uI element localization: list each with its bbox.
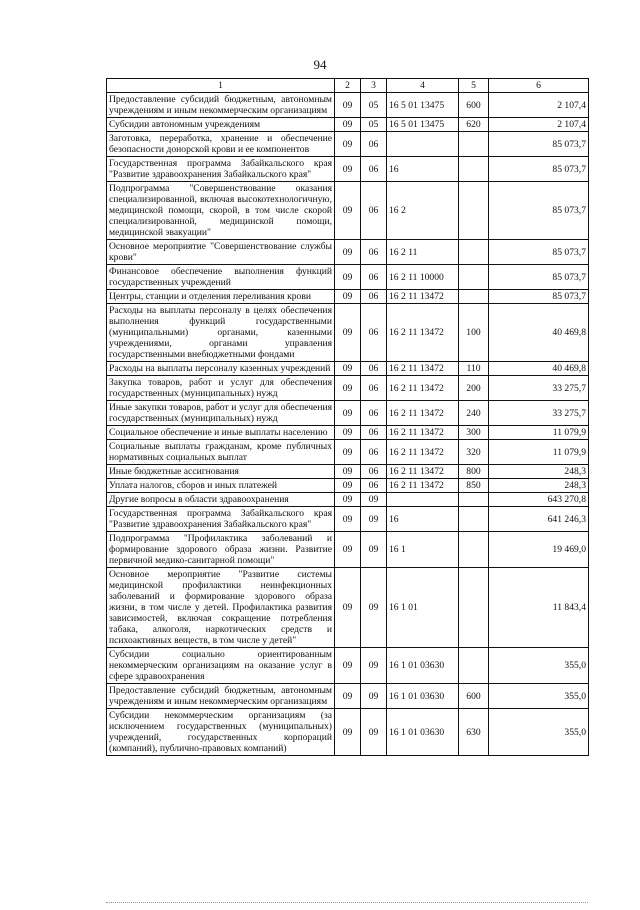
row-subsection: 09 (361, 532, 387, 568)
row-name: Другие вопросы в области здравоохранения (107, 493, 335, 507)
row-amount: 2 107,4 (489, 118, 589, 132)
row-section: 09 (335, 426, 361, 440)
row-name: Подпрограмма "Совершенствование оказания специализированной, включая высокотехнологичную, медицинской помощи, скорой, в том числе скорой специализированной, медицинской помощи, медицинской эвакуации" (107, 182, 335, 240)
row-section: 09 (335, 304, 361, 362)
row-expense-type (459, 157, 489, 182)
row-expense-type (459, 532, 489, 568)
row-expense-type: 800 (459, 465, 489, 479)
table-row (107, 362, 589, 376)
row-subsection: 06 (361, 132, 387, 157)
row-subsection: 05 (361, 93, 387, 118)
row-amount: 11 079,9 (489, 440, 589, 465)
table-row (107, 479, 589, 493)
row-expense-type (459, 290, 489, 304)
row-expense-type (459, 568, 489, 648)
row-expense-type (459, 132, 489, 157)
row-name: Уплата налогов, сборов и иных платежей (107, 479, 335, 493)
row-subsection: 09 (361, 684, 387, 709)
row-subsection: 06 (361, 376, 387, 401)
row-target-article: 16 2 11 13472 (387, 376, 459, 401)
row-subsection: 06 (361, 440, 387, 465)
table-row (107, 376, 589, 401)
row-amount: 40 469,8 (489, 304, 589, 362)
row-section: 09 (335, 401, 361, 426)
row-target-article: 16 2 11 13472 (387, 440, 459, 465)
row-expense-type (459, 507, 489, 532)
budget-table (106, 78, 589, 756)
row-expense-type: 110 (459, 362, 489, 376)
row-subsection: 06 (361, 240, 387, 265)
row-expense-type (459, 493, 489, 507)
row-section: 09 (335, 93, 361, 118)
row-section: 09 (335, 265, 361, 290)
header-section: 2 (335, 79, 361, 93)
row-subsection: 06 (361, 182, 387, 240)
table-row (107, 93, 589, 118)
row-name: Финансовое обеспечение выполнения функций государственных учреждений (107, 265, 335, 290)
row-amount: 85 073,7 (489, 132, 589, 157)
header-row (107, 79, 589, 93)
row-target-article: 16 1 01 03630 (387, 709, 459, 756)
row-amount: 641 246,3 (489, 507, 589, 532)
row-target-article: 16 (387, 157, 459, 182)
row-section: 09 (335, 532, 361, 568)
row-target-article: 16 2 11 10000 (387, 265, 459, 290)
row-section: 09 (335, 182, 361, 240)
header-name: 1 (107, 79, 335, 93)
row-target-article: 16 2 11 13472 (387, 362, 459, 376)
table-row (107, 265, 589, 290)
table-row (107, 493, 589, 507)
row-subsection: 06 (361, 290, 387, 304)
row-name: Субсидии социально ориентированным некоммерческим организациям на оказание услуг в сфере здравоохранения (107, 648, 335, 684)
table-row (107, 648, 589, 684)
row-amount: 11 843,4 (489, 568, 589, 648)
row-subsection: 09 (361, 709, 387, 756)
row-subsection: 06 (361, 304, 387, 362)
row-section: 09 (335, 240, 361, 265)
row-section: 09 (335, 648, 361, 684)
row-amount: 355,0 (489, 684, 589, 709)
row-amount: 11 079,9 (489, 426, 589, 440)
row-subsection: 06 (361, 426, 387, 440)
row-expense-type: 630 (459, 709, 489, 756)
row-section: 09 (335, 465, 361, 479)
table-row (107, 240, 589, 265)
row-subsection: 09 (361, 568, 387, 648)
row-section: 09 (335, 157, 361, 182)
row-section: 09 (335, 479, 361, 493)
row-name: Государственная программа Забайкальского края "Развитие здравоохранения Забайкальского края" (107, 507, 335, 532)
row-subsection: 06 (361, 465, 387, 479)
row-name: Государственная программа Забайкальского края "Развитие здравоохранения Забайкальского края" (107, 157, 335, 182)
table-row (107, 532, 589, 568)
row-target-article: 16 2 11 (387, 240, 459, 265)
row-subsection: 06 (361, 479, 387, 493)
row-target-article: 16 1 01 (387, 568, 459, 648)
row-amount: 2 107,4 (489, 93, 589, 118)
table-row (107, 118, 589, 132)
table-row (107, 684, 589, 709)
row-target-article: 16 2 (387, 182, 459, 240)
row-expense-type: 600 (459, 93, 489, 118)
row-amount: 355,0 (489, 648, 589, 684)
table-row (107, 304, 589, 362)
row-subsection: 09 (361, 648, 387, 684)
row-target-article: 16 5 01 13475 (387, 93, 459, 118)
row-amount: 643 270,8 (489, 493, 589, 507)
row-section: 09 (335, 362, 361, 376)
row-amount: 33 275,7 (489, 376, 589, 401)
row-name: Основное мероприятие "Развитие системы медицинской профилактики неинфекционных заболеваний и формирование здорового образа жизни, в том числе у детей. Профилактика развития зависимостей, включая сокращение потребления табака, алкоголя, наркотических средств и психоактивных веществ, в том числе у детей" (107, 568, 335, 648)
row-name: Иные бюджетные ассигнования (107, 465, 335, 479)
row-name: Основное мероприятие "Совершенствование службы крови" (107, 240, 335, 265)
row-name: Субсидии некоммерческим организациям (за исключением государственных (муниципальных) учреждений, государственных корпораций (компаний), публично-правовых компаний) (107, 709, 335, 756)
row-target-article: 16 2 11 13472 (387, 401, 459, 426)
row-amount: 85 073,7 (489, 182, 589, 240)
row-target-article (387, 132, 459, 157)
row-section: 09 (335, 132, 361, 157)
table-row (107, 709, 589, 756)
row-subsection: 05 (361, 118, 387, 132)
page-bottom-rule (106, 902, 588, 903)
header-subsection: 3 (361, 79, 387, 93)
row-section: 09 (335, 376, 361, 401)
table-row (107, 465, 589, 479)
row-subsection: 06 (361, 401, 387, 426)
row-target-article: 16 1 01 03630 (387, 684, 459, 709)
row-amount: 355,0 (489, 709, 589, 756)
table-row (107, 157, 589, 182)
header-expense-type: 5 (459, 79, 489, 93)
row-section: 09 (335, 507, 361, 532)
row-amount: 85 073,7 (489, 157, 589, 182)
row-target-article: 16 1 (387, 532, 459, 568)
row-target-article: 16 5 01 13475 (387, 118, 459, 132)
page-number: 94 (313, 57, 327, 72)
table-row (107, 426, 589, 440)
row-target-article: 16 2 11 13472 (387, 465, 459, 479)
row-name: Закупка товаров, работ и услуг для обеспечения государственных (муниципальных) нужд (107, 376, 335, 401)
row-subsection: 09 (361, 507, 387, 532)
header-target-article: 4 (387, 79, 459, 93)
row-section: 09 (335, 440, 361, 465)
table-row (107, 507, 589, 532)
row-expense-type: 320 (459, 440, 489, 465)
row-expense-type (459, 265, 489, 290)
row-target-article: 16 2 11 13472 (387, 290, 459, 304)
row-name: Центры, станции и отделения переливания крови (107, 290, 335, 304)
row-subsection: 06 (361, 362, 387, 376)
row-section: 09 (335, 118, 361, 132)
row-name: Иные закупки товаров, работ и услуг для обеспечения государственных (муниципальных) нужд (107, 401, 335, 426)
row-subsection: 06 (361, 157, 387, 182)
row-name: Расходы на выплаты персоналу в целях обеспечения выполнения функций государственными (муниципальными) органами, казенными учреждениями, органами управления государственными внебюджетными фондами (107, 304, 335, 362)
row-name: Социальные выплаты гражданам, кроме публичных нормативных социальных выплат (107, 440, 335, 465)
row-amount: 40 469,8 (489, 362, 589, 376)
row-target-article: 16 2 11 13472 (387, 479, 459, 493)
row-name: Предоставление субсидий бюджетным, автономным учреждениям и иным некоммерческим организациям (107, 684, 335, 709)
table-row (107, 290, 589, 304)
row-section: 09 (335, 493, 361, 507)
row-amount: 85 073,7 (489, 240, 589, 265)
row-subsection: 06 (361, 265, 387, 290)
row-expense-type: 100 (459, 304, 489, 362)
row-expense-type (459, 240, 489, 265)
row-amount: 248,3 (489, 465, 589, 479)
row-amount: 85 073,7 (489, 290, 589, 304)
row-section: 09 (335, 290, 361, 304)
row-expense-type: 240 (459, 401, 489, 426)
row-expense-type (459, 182, 489, 240)
row-expense-type: 850 (459, 479, 489, 493)
row-expense-type: 300 (459, 426, 489, 440)
row-expense-type: 620 (459, 118, 489, 132)
header-amount: 6 (489, 79, 589, 93)
row-name: Расходы на выплаты персоналу казенных учреждений (107, 362, 335, 376)
row-target-article: 16 2 11 13472 (387, 304, 459, 362)
row-section: 09 (335, 568, 361, 648)
row-expense-type: 200 (459, 376, 489, 401)
table-row (107, 401, 589, 426)
row-amount: 85 073,7 (489, 265, 589, 290)
row-name: Предоставление субсидий бюджетным, автономным учреждениям и иным некоммерческим организациям (107, 93, 335, 118)
row-target-article (387, 493, 459, 507)
row-name: Субсидии автономным учреждениям (107, 118, 335, 132)
row-amount: 33 275,7 (489, 401, 589, 426)
table-row (107, 440, 589, 465)
row-expense-type: 600 (459, 684, 489, 709)
row-target-article: 16 2 11 13472 (387, 426, 459, 440)
row-section: 09 (335, 709, 361, 756)
row-name: Социальное обеспечение и иные выплаты населению (107, 426, 335, 440)
row-target-article: 16 (387, 507, 459, 532)
row-target-article: 16 1 01 03630 (387, 648, 459, 684)
row-amount: 19 469,0 (489, 532, 589, 568)
row-name: Заготовка, переработка, хранение и обеспечение безопасности донорской крови и ее компонентов (107, 132, 335, 157)
table-row (107, 182, 589, 240)
row-subsection: 09 (361, 493, 387, 507)
row-name: Подпрограмма "Профилактика заболеваний и формирование здорового образа жизни. Развитие первичной медико-санитарной помощи" (107, 532, 335, 568)
table-row (107, 568, 589, 648)
row-amount: 248,3 (489, 479, 589, 493)
row-section: 09 (335, 684, 361, 709)
row-expense-type (459, 648, 489, 684)
table-row (107, 132, 589, 157)
